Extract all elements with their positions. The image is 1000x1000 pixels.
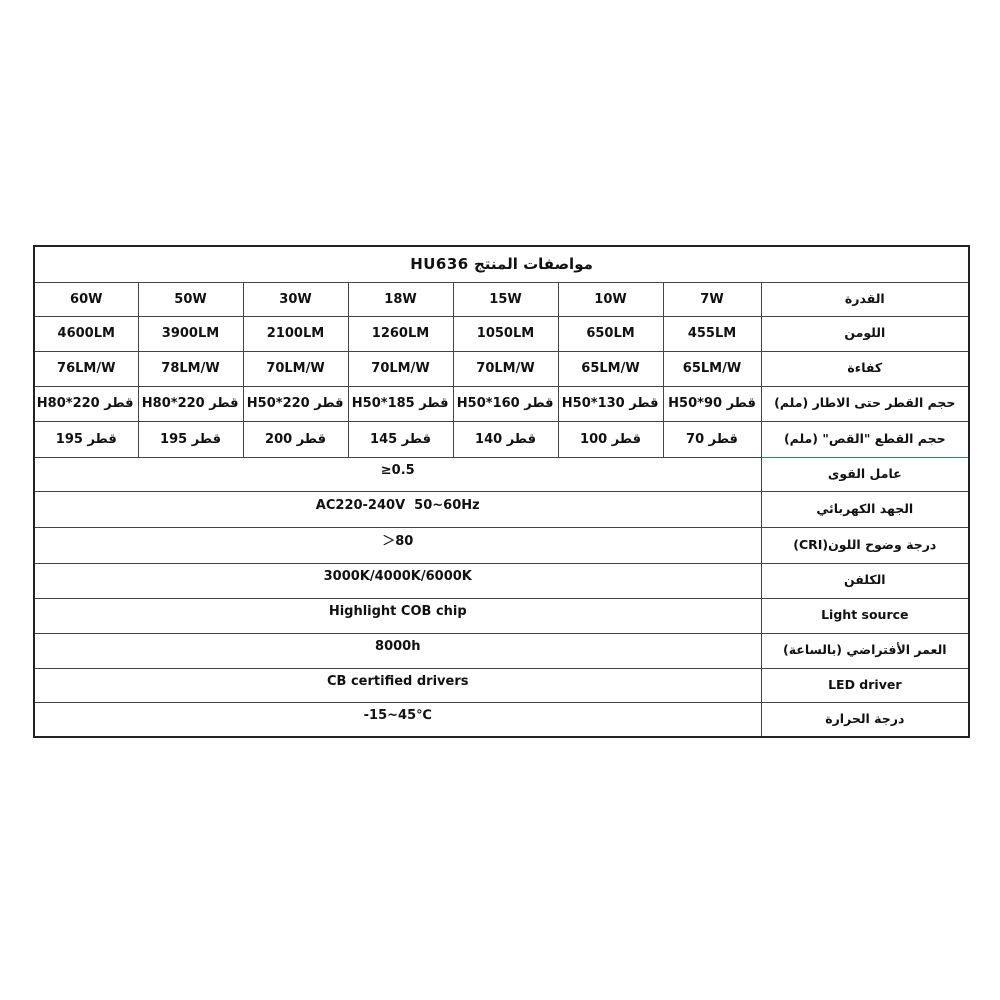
power-cell: 18W — [348, 282, 453, 316]
size-cell: قطر 185*H50 — [348, 386, 453, 421]
lumen-cell: 3900LM — [138, 316, 243, 351]
voltage-value: AC220-240V 50~60Hz — [34, 491, 761, 527]
power-cell: 10W — [558, 282, 663, 316]
lumen-cell: 455LM — [663, 316, 761, 351]
cutout-cell: قطر 145 — [348, 421, 453, 457]
power-cell: 60W — [34, 282, 138, 316]
size-cell: قطر 220*H50 — [243, 386, 348, 421]
lumen-cell: 4600LM — [34, 316, 138, 351]
efficiency-cell: 78LM/W — [138, 351, 243, 386]
power-factor-row — [34, 457, 969, 491]
cutout-cell: قطر 195 — [138, 421, 243, 457]
title-row — [34, 246, 969, 282]
cri-label: درجة وضوح اللون(CRI) — [761, 527, 969, 563]
power-label: القدرة — [761, 282, 969, 316]
table-title: مواصفات المنتج HU636 — [34, 246, 969, 282]
lumen-label: اللومن — [761, 316, 969, 351]
cct-value: 3000K/4000K/6000K — [34, 563, 761, 598]
size-label: حجم القطر حتى الاطار (ملم) — [761, 386, 969, 421]
cct-row — [34, 563, 969, 598]
size-cell: قطر 160*H50 — [453, 386, 558, 421]
cutout-cell: قطر 70 — [663, 421, 761, 457]
light-source-value: Highlight COB chip — [34, 598, 761, 633]
temperature-label: درجة الحرارة — [761, 702, 969, 737]
efficiency-cell: 65LM/W — [558, 351, 663, 386]
size-cell: قطر 130*H50 — [558, 386, 663, 421]
efficiency-label: كفاءة — [761, 351, 969, 386]
efficiency-cell: 76LM/W — [34, 351, 138, 386]
lumen-cell: 1260LM — [348, 316, 453, 351]
power-cell: 50W — [138, 282, 243, 316]
light-source-row — [34, 598, 969, 633]
size-cell: قطر 220*H80 — [34, 386, 138, 421]
led-driver-row — [34, 668, 969, 702]
lumen-cell: 2100LM — [243, 316, 348, 351]
lifespan-label: العمر الأفتراضي (بالساعة) — [761, 633, 969, 668]
temperature-row — [34, 702, 969, 737]
cutout-label: حجم القطع "القص" (ملم) — [761, 421, 969, 457]
size-cell: قطر 90*H50 — [663, 386, 761, 421]
light-source-label: Light source — [761, 598, 969, 633]
cutout-cell: قطر 100 — [558, 421, 663, 457]
power-cell: 30W — [243, 282, 348, 316]
power-cell: 15W — [453, 282, 558, 316]
lumen-cell: 1050LM — [453, 316, 558, 351]
temperature-value: -15~45℃ — [34, 702, 761, 737]
led-driver-label: LED driver — [761, 668, 969, 702]
cutout-cell: قطر 200 — [243, 421, 348, 457]
cri-value: ＞80 — [34, 527, 761, 563]
efficiency-row — [34, 351, 969, 386]
spec-table — [33, 245, 970, 738]
cri-row — [34, 527, 969, 563]
lumen-row — [34, 316, 969, 351]
led-driver-value: CB certified drivers — [34, 668, 761, 702]
voltage-row — [34, 491, 969, 527]
lifespan-row — [34, 633, 969, 668]
power-factor-value: ≥0.5 — [34, 457, 761, 491]
efficiency-cell: 70LM/W — [243, 351, 348, 386]
efficiency-cell: 65LM/W — [663, 351, 761, 386]
power-factor-label: عامل القوى — [761, 457, 969, 491]
cutout-cell: قطر 195 — [34, 421, 138, 457]
voltage-label: الجهد الكهربائي — [761, 491, 969, 527]
efficiency-cell: 70LM/W — [453, 351, 558, 386]
power-row — [34, 282, 969, 316]
lumen-cell: 650LM — [558, 316, 663, 351]
cutout-row — [34, 421, 969, 457]
efficiency-cell: 70LM/W — [348, 351, 453, 386]
cutout-cell: قطر 140 — [453, 421, 558, 457]
cct-label: الكلفن — [761, 563, 969, 598]
size-row — [34, 386, 969, 421]
power-cell: 7W — [663, 282, 761, 316]
size-cell: قطر 220*H80 — [138, 386, 243, 421]
lifespan-value: 8000h — [34, 633, 761, 668]
